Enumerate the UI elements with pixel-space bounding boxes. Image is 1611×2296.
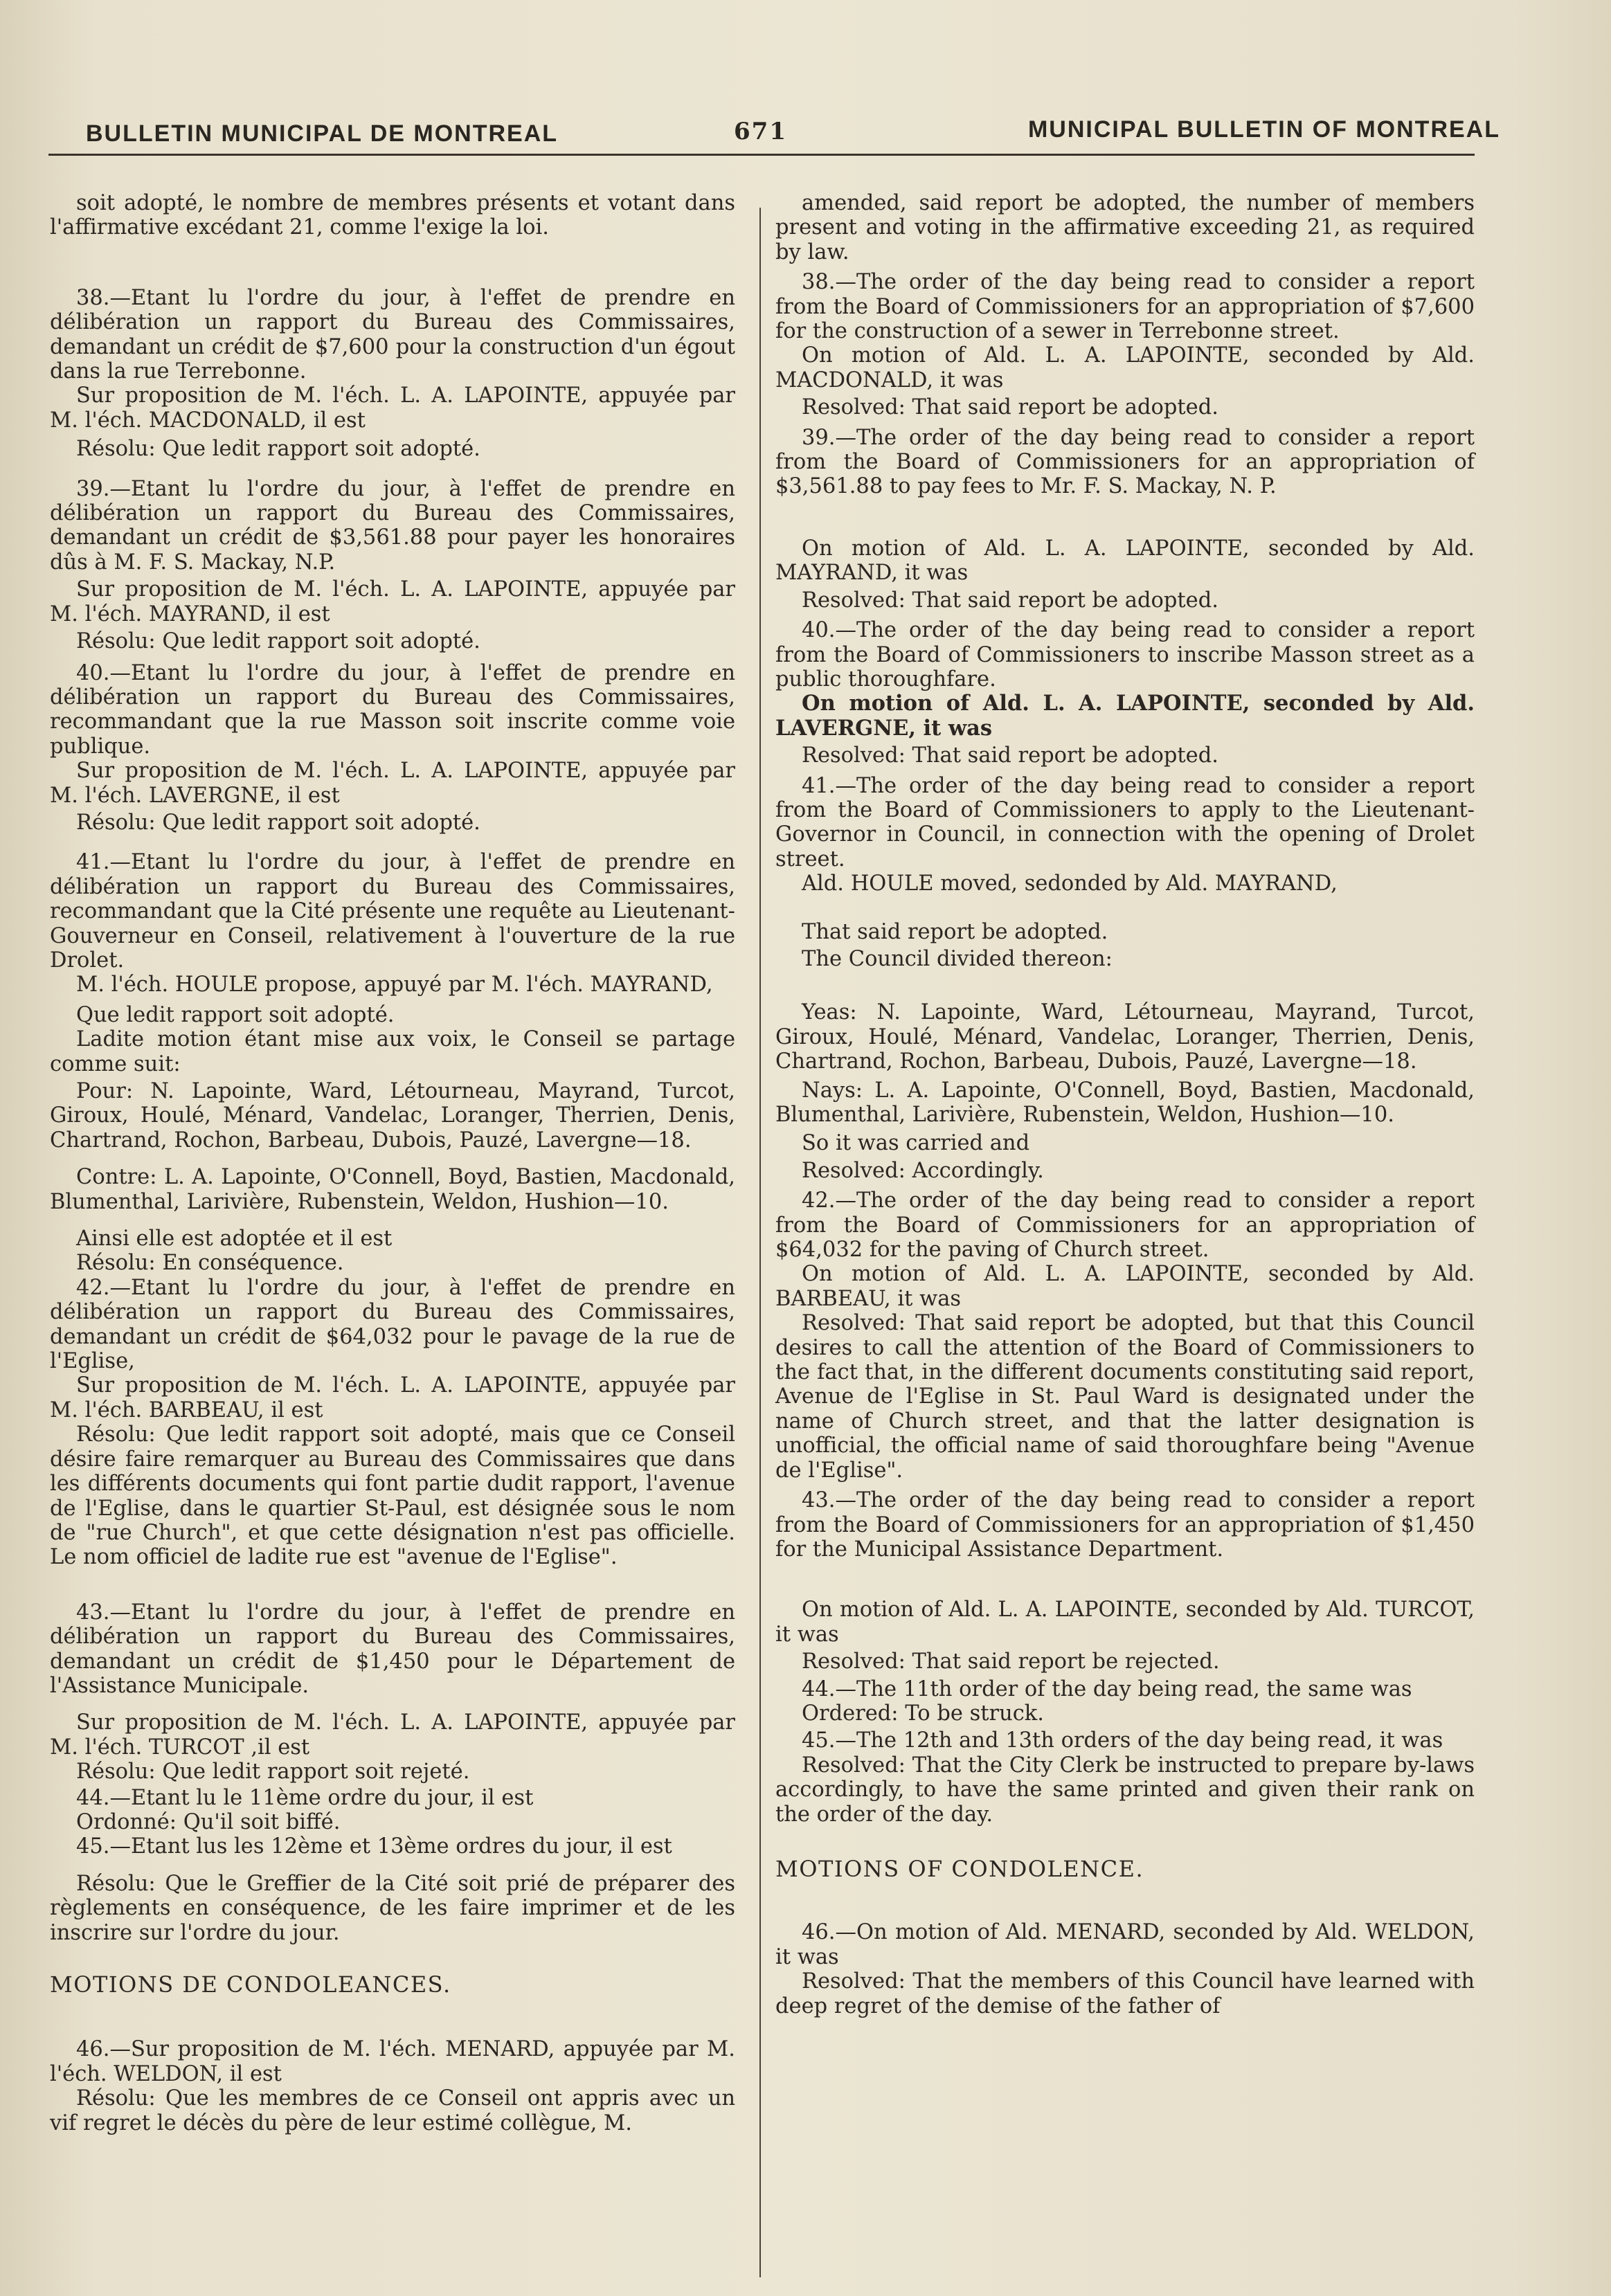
english-paragraph: On motion of Ald. L. A. LAPOINTE, seconded by Ald. BARBEAU, it was xyxy=(775,1262,1475,1311)
french-paragraph: Sur proposition de M. l'éch. L. A. LAPOINTE, appuyée par M. l'éch. MAYRAND, il est xyxy=(50,577,735,626)
english-paragraph: Resolved: That said report be adopted. xyxy=(802,395,1218,420)
column-divider xyxy=(759,208,761,2277)
french-paragraph: 39.—Etant lu l'ordre du jour, à l'effet de prendre en délibération un rapport du Bureau des Commissaires, demandant un crédit de $3,561.88 pour payer les honoraires dûs à M. F. S. Mackay, N.P. xyxy=(50,476,735,575)
french-paragraph: Sur proposition de M. l'éch. L. A. LAPOINTE, appuyée par M. l'éch. TURCOT ,il est xyxy=(50,1710,735,1760)
header-rule xyxy=(48,154,1475,156)
french-paragraph: Résolu: Que ledit rapport soit adopté, mais que ce Conseil désire faire remarquer au Bureau des Commissaires que dans les différents documents qui font partie dudit rapport, l'avenue de l'Eglise, dans le quartier St-Paul, est désignée sous le nom de "rue Church", et que cette désignation n'est pas officielle. Le nom officiel de ladite rue est "avenue de l'Eglise". xyxy=(50,1422,735,1570)
english-paragraph: 41.—The order of the day being read to consider a report from the Board of Commissioners to apply to the Lieutenant-Governor in Council, in connection with the opening of Drolet street. xyxy=(775,773,1475,871)
french-paragraph: 41.—Etant lu l'ordre du jour, à l'effet de prendre en délibération un rapport du Bureau des Commissaires, recommandant que la Cité présente une requête au Lieutenant-Gouverneur en Conseil, relativement à l'ouverture de la rue Drolet. xyxy=(50,850,735,973)
english-paragraph: Resolved: That the City Clerk be instructed to prepare by-laws accordingly, to have the same printed and given their rank on the order of the day. xyxy=(775,1753,1475,1827)
french-paragraph: Sur proposition de M. l'éch. L. A. LAPOINTE, appuyée par M. l'éch. LAVERGNE, il est xyxy=(50,759,735,808)
english-paragraph: Resolved: That said report be rejected. xyxy=(802,1649,1220,1674)
french-paragraph: 44.—Etant lu le 11ème ordre du jour, il est xyxy=(76,1785,534,1810)
english-paragraph: That said report be adopted. xyxy=(802,919,1108,944)
french-paragraph: Résolu: Que le Greffier de la Cité soit prié de préparer des règlements en conséquence, de les faire imprimer et de les inscrire sur l'ordre du jour. xyxy=(50,1871,735,1945)
french-paragraph: Ordonné: Qu'il soit biffé. xyxy=(76,1809,341,1834)
french-paragraph: Résolu: En conséquence. xyxy=(76,1251,344,1276)
page-header xyxy=(83,111,1500,159)
french-paragraph: Résolu: Que ledit rapport soit adopté. xyxy=(76,437,480,462)
english-paragraph: amended, said report be adopted, the number of members present and voting in the affirmative exceeding 21, as required by law. xyxy=(775,191,1475,264)
french-paragraph: Résolu: Que les membres de ce Conseil ont appris avec un vif regret le décès du père de leur estimé collègue, M. xyxy=(50,2086,735,2135)
french-paragraph: Résolu: Que ledit rapport soit rejeté. xyxy=(76,1760,470,1784)
french-paragraph: 43.—Etant lu l'ordre du jour, à l'effet de prendre en délibération un rapport du Bureau des Commissaires, demandant un crédit de $1,450 pour le Département de l'Assistance Municipale. xyxy=(50,1600,735,1698)
english-paragraph: On motion of Ald. L. A. LAPOINTE, seconded by Ald. TURCOT, it was xyxy=(775,1598,1475,1647)
french-paragraph: Sur proposition de M. l'éch. L. A. LAPOINTE, appuyée par M. l'éch. BARBEAU, il est xyxy=(50,1373,735,1422)
english-paragraph: Ordered: To be struck. xyxy=(802,1701,1044,1726)
french-paragraph: M. l'éch. HOULE propose, appuyé par M. l'éch. MAYRAND, xyxy=(76,973,713,997)
english-paragraph: 39.—The order of the day being read to consider a report from the Board of Commissioners for an appropriation of $3,561.88 to pay fees to Mr. F. S. Mackay, N. P. xyxy=(775,425,1475,499)
english-paragraph: Resolved: Accordingly. xyxy=(802,1158,1044,1183)
english-paragraph: So it was carried and xyxy=(802,1131,1030,1156)
english-paragraph: Resolved: That said report be adopted. xyxy=(802,743,1218,768)
french-section-heading: MOTIONS DE CONDOLEANCES. xyxy=(50,1971,451,1998)
english-paragraph: Resolved: That said report be adopted, but that this Council desires to call the attention of the Board of Commissioners to the fact that, in the different documents constituting said report, Avenue de l'Eglise in St. Paul Ward is designated under the name of Church street, and that the latter designation is unofficial, the official name of said thoroughfare being "Avenue de l'Eglise". xyxy=(775,1311,1475,1483)
english-column xyxy=(775,191,1475,2018)
english-paragraph: 45.—The 12th and 13th orders of the day being read, it was xyxy=(802,1728,1443,1753)
header-title-french: BULLETIN MUNICIPAL DE MONTREAL xyxy=(86,120,559,147)
french-paragraph: 45.—Etant lus les 12ème et 13ème ordres du jour, il est xyxy=(76,1834,672,1859)
french-column xyxy=(50,191,735,2135)
french-paragraph: 42.—Etant lu l'ordre du jour, à l'effet de prendre en délibération un rapport du Bureau des Commissaires, demandant un crédit de $64,032 pour le pavage de la rue de l'Eglise, xyxy=(50,1275,735,1374)
english-paragraph: On motion of Ald. L. A. LAPOINTE, seconded by Ald. MACDONALD, it was xyxy=(775,343,1475,392)
french-paragraph: Pour: N. Lapointe, Ward, Létourneau, Mayrand, Turcot, Giroux, Houlé, Ménard, Vandelac, Loranger, Therrien, Denis, Chartrand, Rochon, Barbeau, Dubois, Pauzé, Lavergne—18. xyxy=(50,1079,735,1152)
english-paragraph: 44.—The 11th order of the day being read, the same was xyxy=(802,1676,1412,1701)
english-paragraph: 43.—The order of the day being read to consider a report from the Board of Commissioners for an appropriation of $1,450 for the Municipal Assistance Department. xyxy=(775,1488,1475,1562)
english-paragraph: On motion of Ald. L. A. LAPOINTE, seconded by Ald. LAVERGNE, it was xyxy=(775,691,1475,741)
french-paragraph: Contre: L. A. Lapointe, O'Connell, Boyd, Bastien, Macdonald, Blumenthal, Larivière, Rubenstein, Weldon, Hushion—10. xyxy=(50,1165,735,1214)
french-paragraph: 38.—Etant lu l'ordre du jour, à l'effet de prendre en délibération un rapport du Bureau des Commissaires, demandant un crédit de $7,600 pour la construction d'un égout dans la rue Terrebonne. xyxy=(50,285,735,384)
french-paragraph: 46.—Sur proposition de M. l'éch. MENARD, appuyée par M. l'éch. WELDON, il est xyxy=(50,2037,735,2086)
english-paragraph: 40.—The order of the day being read to consider a report from the Board of Commissioners to inscribe Masson street as a public thoroughfare. xyxy=(775,618,1475,691)
english-paragraph: Resolved: That the members of this Council have learned with deep regret of the demise of the father of xyxy=(775,1969,1475,2018)
english-paragraph: 42.—The order of the day being read to consider a report from the Board of Commissioners for an appropriation of $64,032 for the paving of Church street. xyxy=(775,1188,1475,1263)
french-paragraph: Résolu: Que ledit rapport soit adopté. xyxy=(76,629,480,654)
english-paragraph: Nays: L. A. Lapointe, O'Connell, Boyd, Bastien, Macdonald, Blumenthal, Larivière, Rubenstein, Weldon, Hushion—10. xyxy=(775,1078,1475,1127)
english-paragraph: 38.—The order of the day being read to consider a report from the Board of Commissioners for an appropriation of $7,600 for the construction of a sewer in Terrebonne street. xyxy=(775,270,1475,344)
english-section-heading: MOTIONS OF CONDOLENCE. xyxy=(775,1855,1144,1882)
french-paragraph: Ainsi elle est adoptée et il est xyxy=(76,1227,393,1251)
english-paragraph: On motion of Ald. L. A. LAPOINTE, seconded by Ald. MAYRAND, it was xyxy=(775,536,1475,586)
header-title-english: MUNICIPAL BULLETIN OF MONTREAL xyxy=(1027,116,1500,143)
english-paragraph: The Council divided thereon: xyxy=(802,946,1113,971)
english-paragraph: Ald. HOULE moved, sedonded by Ald. MAYRAND, xyxy=(802,871,1338,896)
page-number: 671 xyxy=(734,118,787,145)
french-paragraph: Que ledit rapport soit adopté. xyxy=(76,1002,395,1027)
english-paragraph: Yeas: N. Lapointe, Ward, Létourneau, Mayrand, Turcot, Giroux, Houlé, Ménard, Vandelac, Loranger, Therrien, Denis, Chartrand, Rochon, Barbeau, Dubois, Pauzé, Lavergne—18. xyxy=(775,1000,1475,1074)
french-paragraph: Résolu: Que ledit rapport soit adopté. xyxy=(76,810,480,835)
english-paragraph: Resolved: That said report be adopted. xyxy=(802,588,1218,613)
french-paragraph: Sur proposition de M. l'éch. L. A. LAPOINTE, appuyée par M. l'éch. MACDONALD, il est xyxy=(50,383,735,433)
french-paragraph: 40.—Etant lu l'ordre du jour, à l'effet de prendre en délibération un rapport du Bureau des Commissaires, recommandant que la rue Masson soit inscrite comme voie publique. xyxy=(50,660,735,759)
french-paragraph: Ladite motion étant mise aux voix, le Conseil se partage comme suit: xyxy=(50,1027,735,1076)
english-paragraph: 46.—On motion of Ald. MENARD, seconded by Ald. WELDON, it was xyxy=(775,1920,1475,1969)
french-paragraph: soit adopté, le nombre de membres présents et votant dans l'affirmative excédant 21, comme l'exige la loi. xyxy=(50,191,735,240)
